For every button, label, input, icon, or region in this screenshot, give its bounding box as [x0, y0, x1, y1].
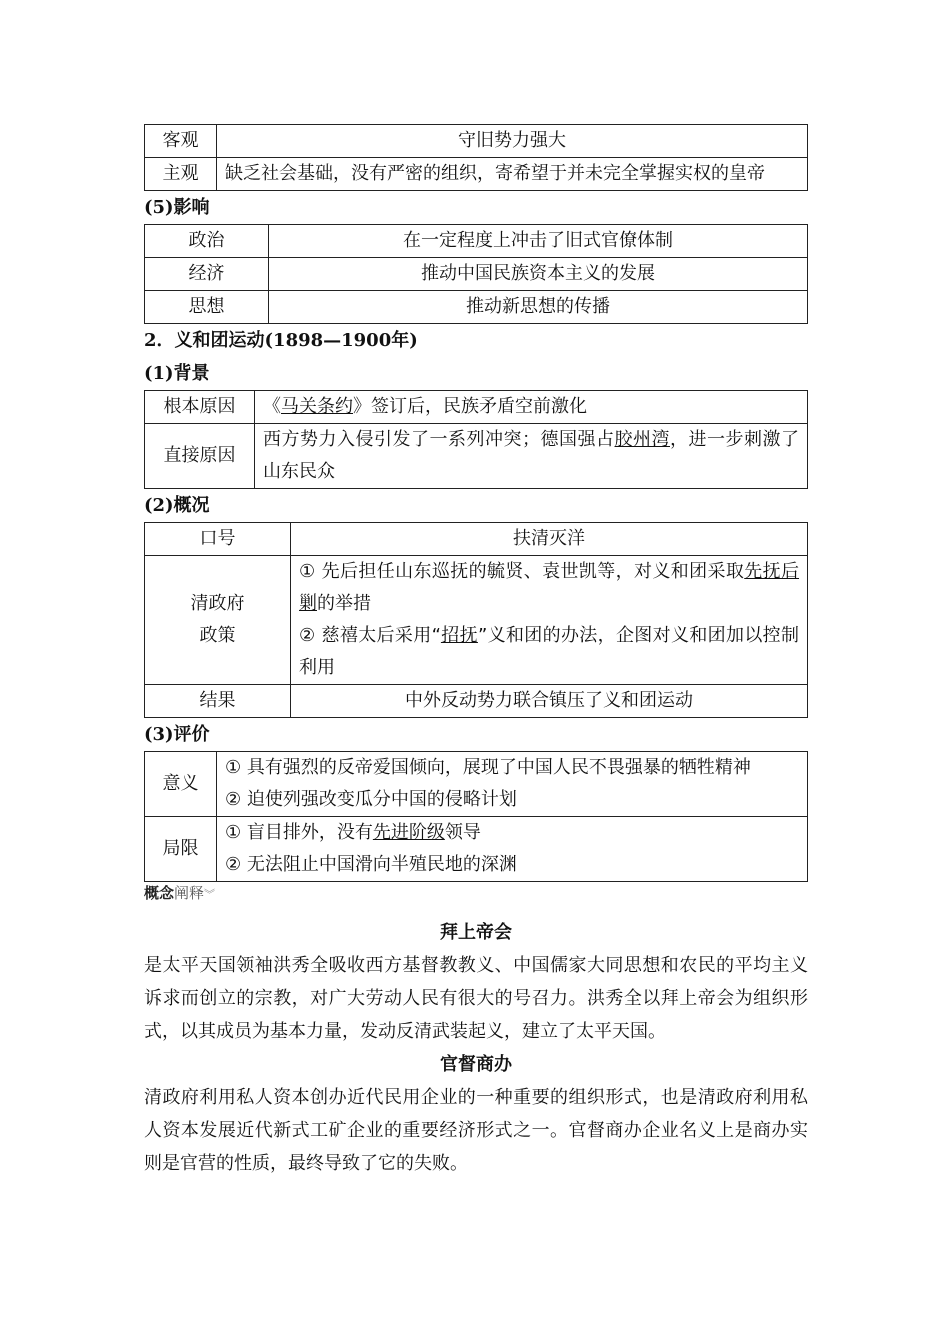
concept-label-light: 阐释 — [174, 884, 205, 902]
row-value — [217, 817, 808, 882]
row-value: 守旧势力强大 — [217, 125, 808, 158]
row-value: 推动中国民族资本主义的发展 — [269, 258, 808, 291]
row-value: 在一定程度上冲击了旧式官僚体制 — [269, 225, 808, 258]
overview-table — [144, 522, 808, 718]
row-label: 主观 — [145, 158, 217, 191]
text-segment: ① 先后担任山东巡抚的毓贤、袁世凯等，对义和团采取 — [299, 561, 745, 582]
concept-text: 清政府利用私人资本创办近代民用企业的一种重要的组织形式，也是清政府利用私人资本发展近代新式工矿企业的重要经济形式之一。官督商办企业名义上是商办实则是官营的性质，最终导致了它的失败。 — [144, 1087, 808, 1174]
table-row — [145, 685, 808, 718]
underlined-term: 招抚 — [440, 625, 478, 646]
label-line: 清政府 — [190, 593, 245, 614]
row-label: 政治 — [145, 225, 269, 258]
table-row — [145, 258, 808, 291]
document-page — [144, 124, 808, 1180]
table-row — [145, 817, 808, 882]
text-segment: ② 慈禧太后采用“ — [299, 625, 441, 646]
text-segment: ① 盲目排外，没有 — [225, 822, 373, 843]
row-value — [217, 752, 808, 817]
text-segment: ，进一步刺激了山东民众 — [263, 429, 799, 482]
evaluation-item: ① 具有强烈的反帝爱国倾向，展现了中国人民不畏强暴的牺牲精神 — [225, 757, 751, 778]
table-row — [145, 752, 808, 817]
evaluation-item: ② 迫使列强改变瓜分中国的侵略计划 — [225, 789, 517, 810]
row-label: 经济 — [145, 258, 269, 291]
concept-text: 是太平天国领袖洪秀全吸收西方基督教教义、中国儒家大同思想和农民的平均主义诉求而创立的宗教，对广大劳动人民有很大的号召力。洪秀全以拜上帝会为组织形式，以其成员为基本力量，发动反清武装起义，建立了太平天国。 — [144, 955, 808, 1042]
row-value — [255, 424, 808, 489]
row-value — [291, 556, 808, 685]
evaluation-item — [225, 817, 799, 849]
evaluation-heading: (3)评价 — [144, 724, 210, 745]
label-line: 政策 — [199, 625, 236, 646]
row-label: 意义 — [145, 752, 217, 817]
evaluation-item: ② 无法阻止中国滑向半殖民地的深渊 — [225, 854, 517, 875]
row-value: 中外反动势力联合镇压了义和团运动 — [291, 685, 808, 718]
row-label: 结果 — [145, 685, 291, 718]
underlined-term: 先抚后剿 — [299, 561, 800, 614]
underlined-term: 胶州湾 — [614, 429, 670, 450]
row-label — [145, 556, 291, 685]
overview-heading: (2)概况 — [144, 495, 210, 516]
section-heading: 2．义和团运动(1898—1900年) — [144, 330, 418, 351]
concept-label — [144, 882, 808, 906]
underlined-term: 先进阶级 — [372, 822, 445, 843]
row-label: 局限 — [145, 817, 217, 882]
table-row — [145, 424, 808, 489]
policy-item — [299, 620, 799, 684]
influence-table — [144, 224, 808, 324]
table-row — [145, 523, 808, 556]
table-row — [145, 391, 808, 424]
row-label: 直接原因 — [145, 424, 255, 489]
opposition-table — [144, 124, 808, 191]
row-value: 扶清灭洋 — [291, 523, 808, 556]
concept-term: 官督商办 — [440, 1054, 512, 1075]
text-segment: 西方势力入侵引发了一系列冲突；德国强占 — [263, 429, 615, 450]
evaluation-table — [144, 751, 808, 882]
row-value: 《马关条约》签订后，民族矛盾空前激化 — [255, 391, 808, 424]
text-segment: 的举措 — [317, 593, 371, 614]
policy-item — [299, 556, 799, 620]
concept-term: 拜上帝会 — [440, 922, 512, 943]
text-segment: 领导 — [444, 822, 481, 843]
table-row — [145, 291, 808, 324]
background-heading: (1)背景 — [144, 363, 210, 384]
concept-label-bold: 概念 — [144, 884, 175, 902]
row-label: 根本原因 — [145, 391, 255, 424]
row-label: 口号 — [145, 523, 291, 556]
table-row — [145, 225, 808, 258]
table-row — [145, 125, 808, 158]
table-row — [145, 556, 808, 685]
underlined-term: 马关条约 — [281, 396, 353, 417]
row-value: 缺乏社会基础，没有严密的组织，寄希望于并未完全掌握实权的皇帝 — [217, 158, 808, 191]
influence-heading: (5)影响 — [144, 197, 210, 218]
row-value: 推动新思想的传播 — [269, 291, 808, 324]
background-table — [144, 390, 808, 489]
chevron-down-icon: ︾ — [204, 888, 216, 901]
row-label: 客观 — [145, 125, 217, 158]
table-row — [145, 158, 808, 191]
row-label: 思想 — [145, 291, 269, 324]
text-segment: ”义和团的办法，企图对义和团加以控制利用 — [299, 625, 800, 678]
